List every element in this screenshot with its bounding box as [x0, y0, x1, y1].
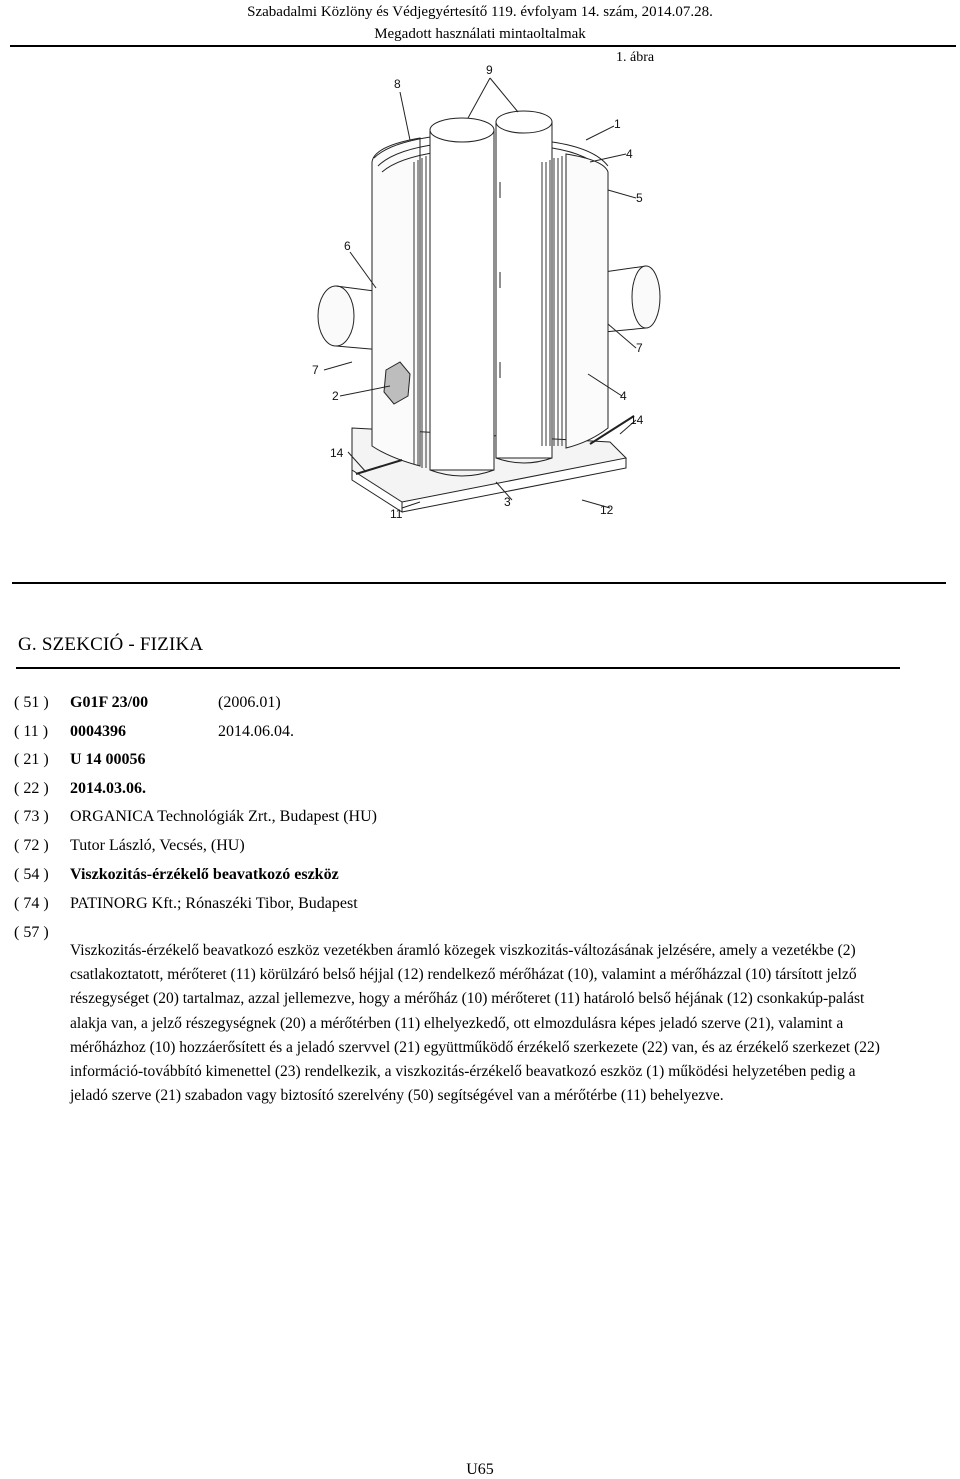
section-header: Megadott használati mintaoltalmak: [374, 26, 586, 42]
page-number: U65: [466, 1461, 494, 1478]
section-title: G. SZEKCIÓ - FIZIKA: [18, 634, 204, 655]
callout-label: 11: [390, 507, 403, 521]
field-code: ( 74 ): [14, 895, 49, 912]
callout-label: 1: [614, 117, 621, 131]
callout-label: 3: [504, 495, 511, 509]
field-extra: 2014.06.04.: [218, 723, 294, 740]
field-code: ( 22 ): [14, 780, 49, 797]
field-code: ( 72 ): [14, 837, 49, 854]
patent-figure: [290, 62, 690, 532]
field-value: ORGANICA Technológiák Zrt., Budapest (HU): [70, 808, 377, 825]
header-rule: [10, 45, 956, 47]
callout-label: 14: [630, 413, 644, 427]
title-rule: [16, 667, 900, 669]
callout-label: 7: [636, 341, 643, 355]
callout-label: 9: [486, 63, 493, 77]
field-value: U 14 00056: [70, 751, 146, 768]
journal-header: Szabadalmi Közlöny és Védjegyértesítő 119. évfolyam 14. szám, 2014.07.28.: [247, 4, 713, 20]
section-rule: [12, 582, 946, 584]
field-value: Tutor László, Vecsés, (HU): [70, 837, 245, 854]
field-code: ( 51 ): [14, 694, 49, 711]
callout-label: 2: [332, 389, 339, 403]
field-value: G01F 23/00: [70, 694, 149, 711]
callout-label: 4: [620, 389, 627, 403]
field-code: ( 54 ): [14, 866, 49, 883]
callout-label: 6: [344, 239, 351, 253]
callout-label: 4: [626, 147, 633, 161]
callout-label: 7: [312, 363, 319, 377]
callout-label: 8: [394, 77, 401, 91]
field-code: ( 73 ): [14, 808, 49, 825]
figure-label: 1. ábra: [616, 50, 655, 65]
field-value: PATINORG Kft.; Rónaszéki Tibor, Budapest: [70, 895, 358, 912]
field-code: ( 11 ): [14, 723, 49, 740]
field-extra: (2006.01): [218, 694, 281, 711]
field-code: ( 57 ): [14, 924, 49, 941]
field-code: ( 21 ): [14, 751, 49, 768]
field-value: Viszkozitás-érzékelő beavatkozó eszköz: [70, 866, 339, 883]
callout-label: 5: [636, 191, 643, 205]
field-value: 2014.03.06.: [70, 780, 146, 797]
callout-label: 12: [600, 503, 614, 517]
abstract-text: Viszkozitás-érzékelő beavatkozó eszköz vezetékben áramló közegek viszkozitás-változásának jelzésére, amely a vezetékbe (2) csatlakoztatott, mérőteret (11) körülzáró belső héjjal (12) rendelkező mérőházat (10), valamint a mérőházzal (10) társított jelző részegységet (20) tartalmaz, azzal jellemezve, hogy a mérőház (10) mérőteret (11) határoló belső héjának (12) csonkakúp-palást alakja van, a jelző részegységnek (20) a mérőtérben (11) elhelyezkedő, ott elmozdulásra képes jeladó szerve (21), valamint a mérőházhoz (10) hozzáerősített és a jeladó szervvel (21) együttműködő érzékelő szerkezete (22) van, és az érzékelő szerkezet (22) információ-továbbító kimenettel (23) rendelkezik, a viszkozitás-érzékelő beavatkozó eszköz (1) működési helyzetében pedig a jeladó szerve (21) szabadon vagy biztosító szerelvény (50) segítségével van a mérőtérbe (11) behelyezve.: [70, 942, 880, 1105]
field-value: 0004396: [70, 723, 126, 740]
callout-label: 14: [330, 446, 344, 460]
